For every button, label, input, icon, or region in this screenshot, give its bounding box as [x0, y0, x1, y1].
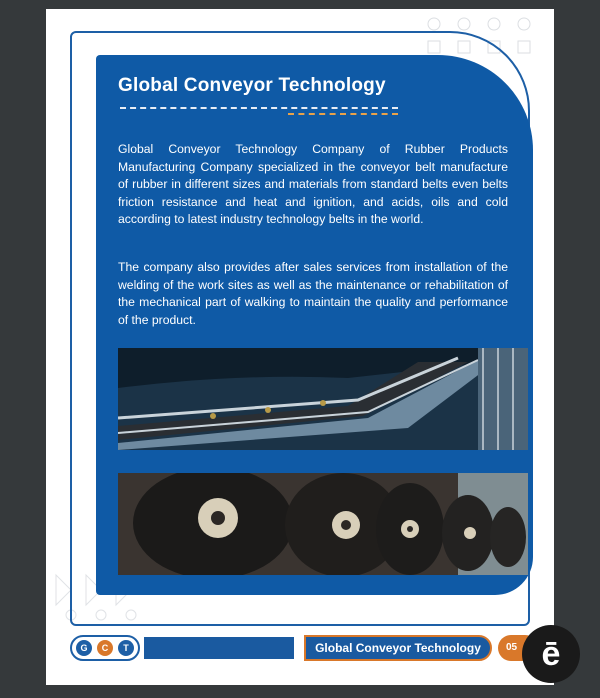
page-footer	[70, 629, 554, 669]
title-divider-accent	[288, 113, 398, 115]
footer-bar	[144, 637, 294, 659]
intro-paragraph: Global Conveyor Technology Company of Rubber Products Manufacturing Company specialized in the conveyor belt manufacture of rubber in different sizes and materials from standard belts even belts friction resistance and heat and ignition, and acids, oils and cold according to latest industry technology belts in the world.	[118, 142, 508, 227]
logo-letter-c: C	[97, 640, 113, 656]
title-divider	[120, 107, 398, 109]
rubber-rolls-illustration-icon	[118, 473, 528, 575]
logo-letter-g: G	[76, 640, 92, 656]
page-number: 05	[498, 635, 538, 661]
company-logo	[70, 635, 140, 661]
conveyor-belt-illustration-icon	[118, 348, 528, 450]
conveyor-belt-photo	[118, 348, 528, 450]
page-title: Global Conveyor Technology	[118, 75, 386, 96]
rubber-rolls-photo	[118, 473, 528, 575]
content-card	[96, 55, 533, 595]
brochure-page	[46, 9, 554, 685]
logo-letter-t: T	[118, 640, 134, 656]
footer-title: Global Conveyor Technology	[304, 635, 492, 661]
services-paragraph: The company also provides after sales services from installation of the welding of the work sites as well as the maintenance or rehabilitation of the mechanical part of walking to maintain the quality and performance of the product.	[118, 260, 508, 327]
app-logo-icon[interactable]: ē	[522, 625, 580, 683]
